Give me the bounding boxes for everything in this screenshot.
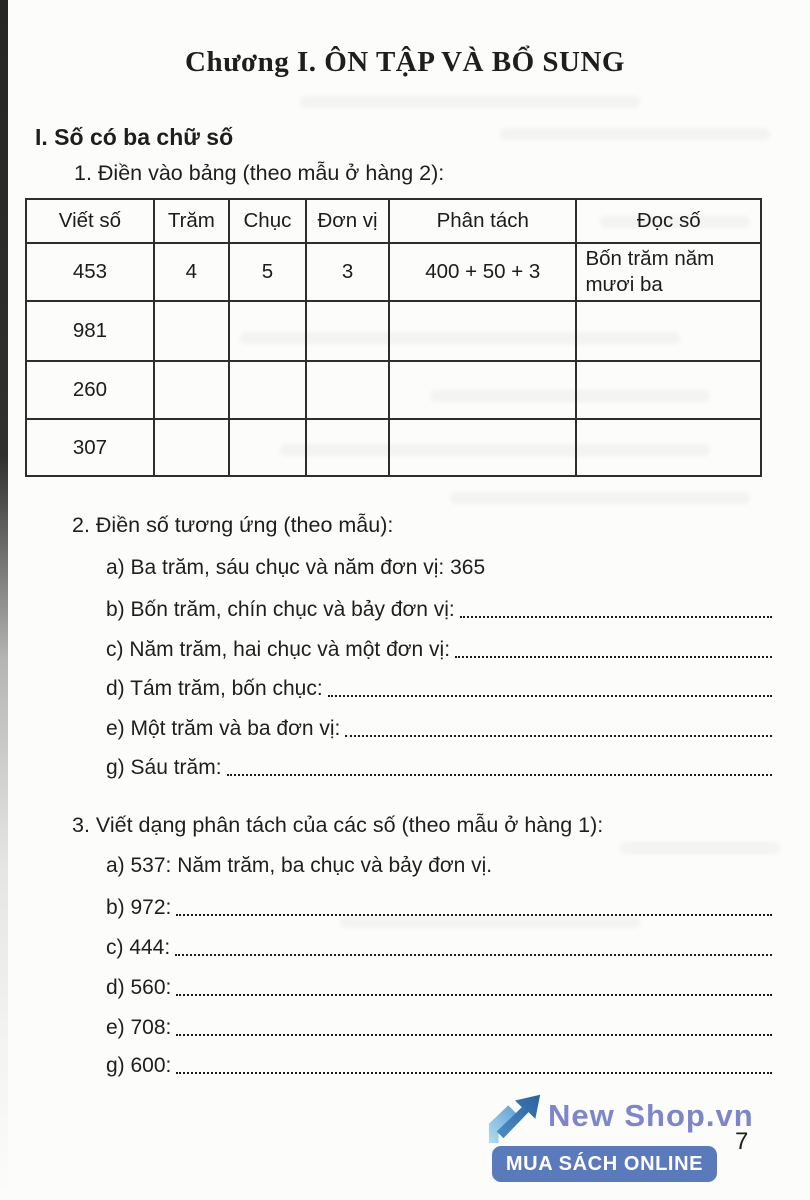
exercise2-item-g: g) Sáu trăm: (106, 756, 772, 780)
answer-blank (227, 774, 772, 776)
cell: 3 (306, 243, 389, 301)
answer-blank (176, 994, 772, 996)
exercise3-item-b: b) 972: (106, 896, 772, 920)
chapter-title: Chương I. ÔN TẬP VÀ BỔ SUNG (185, 46, 625, 78)
cell (306, 301, 389, 361)
cell: 5 (229, 243, 306, 301)
scan-smudge (300, 96, 640, 108)
page-number: 7 (735, 1128, 749, 1155)
exercise1-table (25, 198, 762, 477)
cell (229, 419, 306, 476)
scan-edge-artifact (0, 0, 8, 1200)
answer-blank (175, 954, 772, 956)
col-header-phan-tach: Phân tách (389, 199, 576, 243)
col-header-doc-so: Đọc số (576, 199, 761, 243)
cell: 453 (26, 243, 154, 301)
table-row (26, 361, 761, 419)
exercise2-label: 2. Điền số tương ứng (theo mẫu): (72, 513, 394, 537)
exercise3-item-d: d) 560: (106, 976, 772, 1000)
col-header-chuc: Chục (229, 199, 306, 243)
table-row (26, 243, 761, 301)
exercise3-item-c: c) 444: (106, 936, 772, 960)
col-header-viet-so: Viết số (26, 199, 154, 243)
cell (389, 419, 576, 476)
newshop-logo-text: New Shop.vn (548, 1098, 754, 1133)
cell (576, 301, 761, 361)
table-header-row (26, 199, 761, 243)
answer-blank (328, 695, 772, 697)
scan-smudge (500, 128, 770, 140)
growth-arrow-icon (487, 1087, 545, 1145)
cell (229, 361, 306, 419)
exercise3-label: 3. Viết dạng phân tách của các số (theo mẫu ở hàng 1): (72, 813, 604, 837)
cell (154, 301, 229, 361)
exercise1-label: 1. Điền vào bảng (theo mẫu ở hàng 2): (74, 161, 445, 185)
mua-sach-online-badge (492, 1146, 717, 1182)
exercise3-item-a: a) 537: Năm trăm, ba chục và bảy đơn vị. (106, 854, 493, 877)
cell: 260 (26, 361, 154, 419)
exercise2-item-b: b) Bốn trăm, chín chục và bảy đơn vị: (106, 598, 772, 622)
cell (306, 361, 389, 419)
cell (389, 361, 576, 419)
answer-blank (455, 656, 772, 658)
col-header-don-vi: Đơn vị (306, 199, 389, 243)
answer-blank (176, 1034, 772, 1036)
exercise2-item-e: e) Một trăm và ba đơn vị: (106, 717, 772, 741)
answer-blank (176, 914, 772, 916)
cell (229, 301, 306, 361)
table-row (26, 419, 761, 476)
table-row (26, 301, 761, 361)
scan-smudge (450, 492, 750, 504)
exercise3-item-g: g) 600: (106, 1054, 772, 1078)
cell (154, 419, 229, 476)
exercise3-item-e: e) 708: (106, 1016, 772, 1040)
cell: 4 (154, 243, 229, 301)
answer-blank (176, 1072, 772, 1074)
cell (389, 301, 576, 361)
exercise2-item-c: c) Năm trăm, hai chục và một đơn vị: (106, 638, 772, 662)
cell: 400 + 50 + 3 (389, 243, 576, 301)
cell: Bốn trăm năm mươi ba (576, 243, 761, 301)
answer-blank (460, 616, 772, 618)
badge-label: MUA SÁCH ONLINE (505, 1152, 704, 1175)
cell (576, 361, 761, 419)
exercise2-item-a: a) Ba trăm, sáu chục và năm đơn vị: 365 (106, 556, 486, 579)
cell (576, 419, 761, 476)
col-header-tram: Trăm (154, 199, 229, 243)
scan-smudge (620, 842, 780, 854)
exercise2-item-d: d) Tám trăm, bốn chục: (106, 677, 772, 701)
cell (306, 419, 389, 476)
section-title: I. Số có ba chữ số (35, 124, 234, 150)
cell: 981 (26, 301, 154, 361)
answer-blank (345, 735, 772, 737)
cell (154, 361, 229, 419)
cell: 307 (26, 419, 154, 476)
